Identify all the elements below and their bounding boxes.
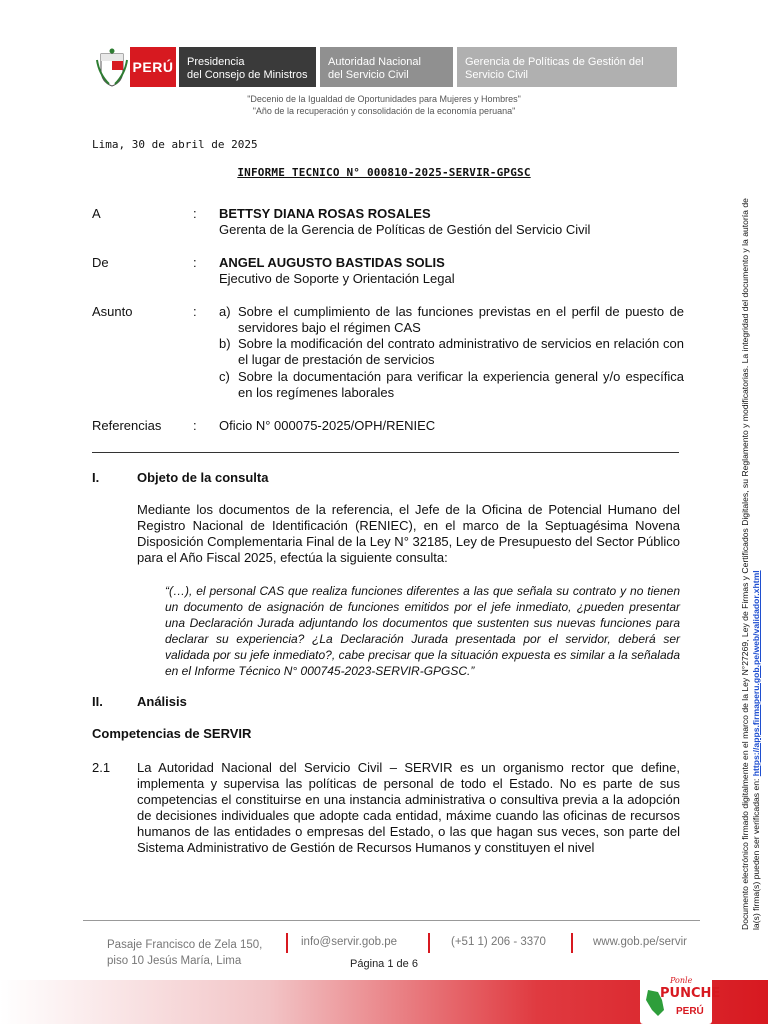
document-date: Lima, 30 de abril de 2025 bbox=[92, 138, 258, 151]
footer-separator bbox=[286, 933, 288, 953]
asunto-item-letter: c) bbox=[219, 369, 230, 384]
footer-separator bbox=[571, 933, 573, 953]
paragraph-2-1-number: 2.1 bbox=[92, 760, 111, 775]
field-a-role: Gerenta de la Gerencia de Políticas de Gestión del Servicio Civil bbox=[219, 222, 591, 237]
header-box-servir bbox=[320, 47, 453, 87]
header-box-gerencia-line1: Gerencia de Políticas de Gestión del bbox=[465, 56, 644, 68]
section-1-title: Objeto de la consulta bbox=[137, 470, 269, 485]
header-box-gerencia bbox=[457, 47, 677, 87]
header-divider bbox=[92, 452, 679, 453]
footer-separator bbox=[428, 933, 430, 953]
field-de-role: Ejecutivo de Soporte y Orientación Legal bbox=[219, 271, 455, 286]
field-asunto-colon: : bbox=[193, 304, 197, 319]
validator-link[interactable]: https://apps.firmaperu.gob.pe/web/validador.xhtml bbox=[751, 570, 761, 777]
field-ref-label: Referencias bbox=[92, 418, 162, 433]
header-box-pcm-line1: Presidencia bbox=[187, 56, 245, 68]
field-ref-colon: : bbox=[193, 418, 197, 433]
asunto-item-letter: b) bbox=[219, 336, 231, 351]
report-title: INFORME TECNICO N° 000810-2025-SERVIR-GPGSC bbox=[237, 166, 531, 179]
field-de-label: De bbox=[92, 255, 109, 270]
digital-signature-note bbox=[740, 160, 762, 930]
punche-peru-logo bbox=[640, 972, 721, 1024]
section-2-number: II. bbox=[92, 694, 103, 709]
field-de-colon: : bbox=[193, 255, 197, 270]
footer-phone: (+51 1) 206 - 3370 bbox=[451, 936, 546, 948]
field-ref-value: Oficio N° 000075-2025/OPH/RENIEC bbox=[219, 418, 436, 433]
asunto-item-text: Sobre el cumplimiento de las funciones previstas en el perfil de puesto de servidores bajo el régimen CAS bbox=[238, 304, 684, 335]
header-box-servir-line2: del Servicio Civil bbox=[328, 69, 409, 81]
header-box-pcm bbox=[179, 47, 316, 87]
logo-text-punche: PUNCHE bbox=[660, 986, 721, 1001]
logo-text-ponle: Ponle bbox=[670, 976, 693, 985]
signature-note-line2 bbox=[751, 160, 762, 930]
field-a-label: A bbox=[92, 206, 101, 221]
field-a-name: BETTSY DIANA ROSAS ROSALES bbox=[219, 206, 431, 221]
page-number: Página 1 de 6 bbox=[350, 958, 418, 970]
section-1-number: I. bbox=[92, 470, 100, 485]
signature-note-line1: Documento electrónico firmado digitalmente en el marco de la Ley N°27269, Ley de Firmas y Certificados Digitales, su Reglamento y modificatorias. La integridad del documento y la autoría de bbox=[740, 198, 750, 930]
decree-line-2: "Año de la recuperación y consolidación de la economía peruana" bbox=[252, 106, 516, 116]
signature-note-prefix: la(s) firma(s) pueden ser verificadas en: bbox=[751, 776, 761, 930]
coat-of-arms-icon bbox=[95, 48, 129, 88]
section-1-paragraph: Mediante los documentos de la referencia, el Jefe de la Oficina de Potencial Humano del Registro Nacional de Identificación (RENIEC), en el marco de la Septuagésima Novena Disposición Complementaria Final de la Ley N° 32185, Ley de Presupuesto del Sector Público para el Año Fiscal 2025, efectúa la siguiente consulta: bbox=[137, 502, 680, 565]
peru-logo: PERÚ bbox=[130, 47, 176, 87]
header-box-servir-line1: Autoridad Nacional bbox=[328, 56, 421, 68]
asunto-item-letter: a) bbox=[219, 304, 231, 319]
section-1-quote: “(…), el personal CAS que realiza funciones diferentes a las que señala su contrato y no tienen un documento de asignación de funciones emitidos por el jefe inmediato, ¿pueden presentar una Declaración Jurada adjuntando los documentos que sustenten sus nuevas funciones para declarar su experiencia? ¿La Declaración Jurada presentada por el servidor, deberá ser validada por su jefe inmediato?, cabe precisar que la situación expuesta es similar a la señalada en el Informe Técnico N° 000745-2023-SERVIR-GPGSC.” bbox=[165, 584, 680, 678]
footer-website: www.gob.pe/servir bbox=[593, 936, 687, 948]
footer-divider bbox=[83, 920, 700, 921]
asunto-item-b bbox=[219, 336, 684, 368]
asunto-item-a bbox=[219, 304, 684, 336]
field-a-colon: : bbox=[193, 206, 197, 221]
paragraph-2-1: La Autoridad Nacional del Servicio Civil – SERVIR es un organismo rector que define, implementa y supervisa las políticas de personal de todo el Estado. No es parte de sus competencias el constituirse en una instancia administrativa o consultiva previa a la adopción de decisiones individuales que adopte cada entidad, máxime cuando las oficinas de recursos humanos de las entidades o empresas del Estado, o las que hagan sus veces, son parte del Sistema Administrativo de Gestión de Recursos Humanos y constituyen el nivel bbox=[137, 760, 680, 855]
footer-address-line1: Pasaje Francisco de Zela 150, bbox=[107, 939, 263, 951]
asunto-item-text: Sobre la documentación para verificar la experiencia general y/o específica en los regímenes laborales bbox=[238, 369, 684, 400]
section-2-title: Análisis bbox=[137, 694, 187, 709]
header-box-pcm-line2: del Consejo de Ministros bbox=[187, 69, 308, 81]
asunto-item-c bbox=[219, 369, 684, 401]
field-asunto-label: Asunto bbox=[92, 304, 133, 319]
footer-email: info@servir.gob.pe bbox=[301, 936, 398, 948]
field-de-name: ANGEL AUGUSTO BASTIDAS SOLIS bbox=[219, 255, 445, 270]
decree-line-1: "Decenio de la Igualdad de Oportunidades para Mujeres y Hombres" bbox=[247, 94, 521, 104]
asunto-item-text: Sobre la modificación del contrato administrativo de servicios en relación con el lugar de prestación de servicios bbox=[238, 336, 684, 367]
footer-address-line2: piso 10 Jesús María, Lima bbox=[107, 955, 242, 967]
section-2-subtitle: Competencias de SERVIR bbox=[92, 726, 252, 741]
logo-text-peru: PERÚ bbox=[676, 1006, 704, 1017]
header-box-gerencia-line2: Servicio Civil bbox=[465, 69, 528, 81]
